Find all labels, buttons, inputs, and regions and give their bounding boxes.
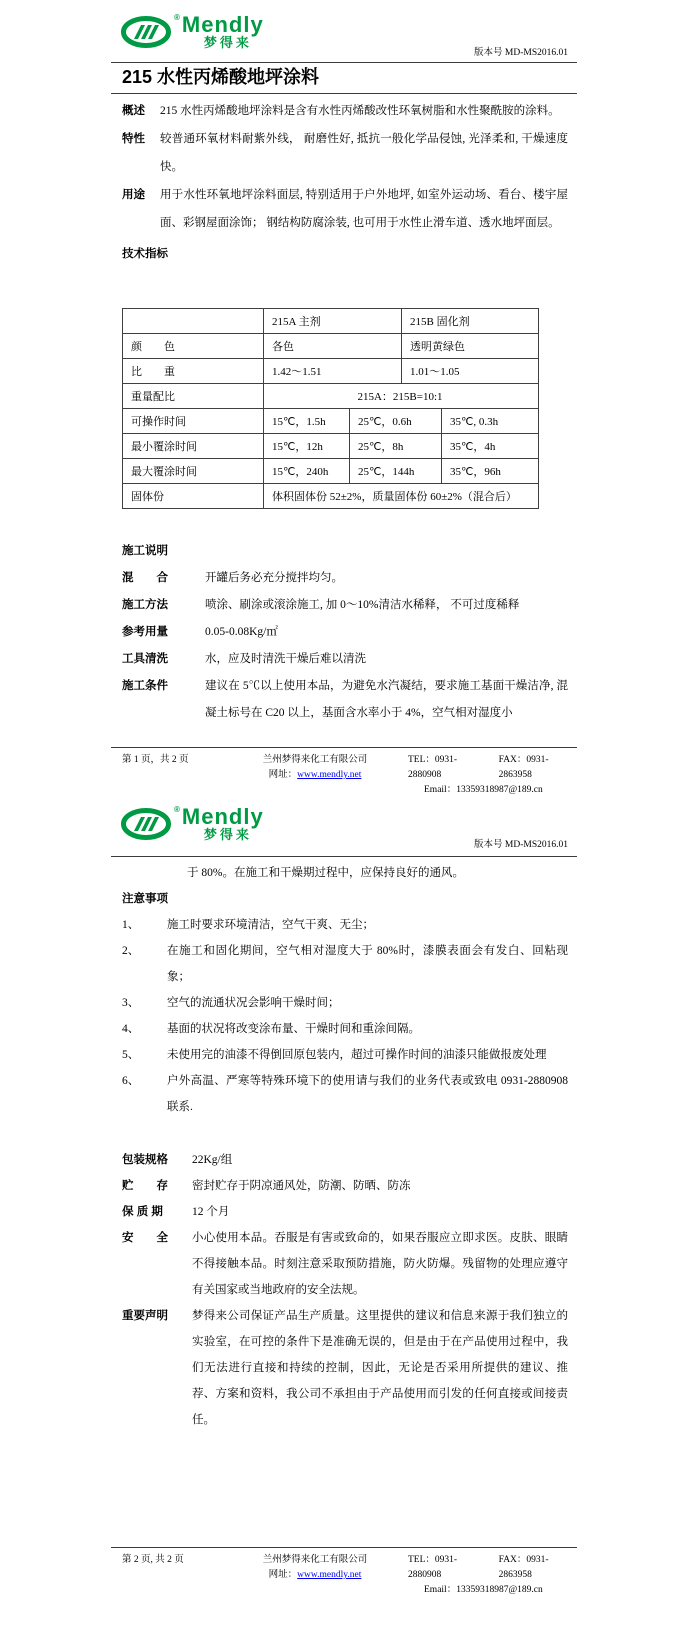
table-cell: 1.42～1.51 — [264, 359, 402, 384]
table-cell: 15℃，240h — [264, 459, 350, 484]
table-cell: 215A：215B=10:1 — [264, 384, 539, 409]
mixing-row — [122, 565, 568, 592]
version-label: 版本号 MD-MS2016.01 — [474, 840, 568, 850]
table-cell: 最小覆涂时间 — [123, 434, 264, 459]
storage-row — [122, 1173, 568, 1199]
cleaning-label: 工具清洗 — [122, 653, 168, 665]
company-block — [230, 1553, 400, 1598]
table-cell: 最大覆涂时间 — [123, 459, 264, 484]
brand-name-cn: 梦得来 — [203, 827, 252, 842]
table-cell: 固体份 — [123, 484, 264, 509]
method-label: 施工方法 — [122, 599, 168, 611]
company-logo — [121, 806, 264, 842]
mixing-label: 混 合 — [122, 572, 168, 584]
overview-text: 215 水性丙烯酸地坪涂料是含有水性丙烯酸改性环氧树脂和水性聚酰胺的涂料。 — [160, 105, 560, 117]
item-number: 5、 — [122, 1049, 140, 1061]
mixing-text: 开罐后务必充分搅拌均匀。 — [205, 572, 343, 584]
table-cell: 25℃，144h — [350, 459, 442, 484]
item-text: 空气的流通状况会影响干燥时间； — [167, 997, 340, 1009]
company-name: 兰州梦得来化工有限公司 — [262, 1555, 368, 1565]
table-row — [123, 484, 539, 509]
brand-wordmark — [182, 806, 264, 842]
storage-safety-section — [122, 1147, 568, 1433]
email-label: Email：13359318987@189.cn — [424, 785, 543, 795]
product-title: 215 水性丙烯酸地坪涂料 — [122, 67, 320, 87]
contact-block — [400, 1553, 572, 1598]
brand-wordmark — [182, 14, 264, 50]
safety-row — [122, 1225, 568, 1303]
page-number: 第 2 页, 共 2 页 — [122, 1555, 184, 1565]
item-text: 基面的状况将改变涂布量、干燥时间和重涂间隔。 — [167, 1023, 420, 1035]
item-number: 2、 — [122, 945, 140, 957]
table-cell: 35℃，4h — [442, 434, 539, 459]
features-text: 较普通环氧材料耐紫外线， 耐磨性好, 抵抗一般化学品侵蚀, 光泽柔和, 干燥速度快。 — [160, 133, 568, 173]
cleaning-row — [122, 646, 568, 673]
page-footer — [122, 1553, 572, 1598]
item-text: 户外高温、严寒等特殊环境下的使用请与我们的业务代表或致电 0931-2880908 联系. — [167, 1075, 568, 1113]
shelf-life-text: 12 个月 — [192, 1206, 230, 1218]
list-item — [122, 1042, 568, 1068]
table-row — [123, 409, 539, 434]
page-2 — [0, 800, 687, 1638]
usage-text: 用于水性环氧地坪涂料面层, 特别适用于户外地坪, 如室外运动场、看台、楼宇屋面、彩钢屋面涂饰； 钢结构防腐涂装, 也可用于水性止滑车道、透水地坪面层。 — [160, 189, 568, 229]
method-text: 喷涂、刷涂或滚涂施工, 加 0～10%清洁水稀释， 不可过度稀释 — [205, 599, 520, 611]
footer-divider — [111, 1547, 577, 1548]
item-text: 在施工和固化期间，空气相对湿度大于 80%时，漆膜表面会有发白、回粘现象； — [167, 945, 568, 983]
list-item — [122, 1016, 568, 1042]
table-row — [123, 359, 539, 384]
item-number: 6、 — [122, 1075, 140, 1087]
item-text: 未使用完的油漆不得倒回原包装内，超过可操作时间的油漆只能做报废处理 — [167, 1049, 547, 1061]
overview-label: 概述 — [122, 105, 145, 117]
website-link[interactable]: www.mendly.net — [297, 1570, 362, 1580]
table-cell: 重量配比 — [123, 384, 264, 409]
shelf-life-label: 保 质 期 — [122, 1206, 163, 1218]
dosage-row — [122, 619, 568, 646]
item-number: 3、 — [122, 997, 140, 1009]
disclaimer-text: 梦得来公司保证产品生产质量。这里提供的建议和信息来源于我们独立的实验室，在可控的条件下是准确无误的，但是由于在产品使用过程中，我们无法进行直接和持续的控制，因此，无论是否采用所提供的建议、推荐、方案和资料，我公司不承担由于产品使用而引发的任何直接或间接责任。 — [192, 1310, 568, 1426]
table-cell: 25℃，8h — [350, 434, 442, 459]
features-label: 特性 — [122, 133, 145, 145]
contact-block — [400, 753, 572, 798]
table-cell: 215A 主剂 — [264, 309, 402, 334]
dosage-text: 0.05-0.08Kg/㎡ — [205, 626, 278, 638]
registered-trademark: ® — [174, 805, 180, 814]
table-cell: 15℃，12h — [264, 434, 350, 459]
intro-sections — [122, 97, 568, 268]
conditions-label: 施工条件 — [122, 680, 168, 692]
footer-divider — [111, 747, 577, 748]
list-item — [122, 990, 568, 1016]
overview-row — [122, 97, 568, 125]
tel-label: TEL：0931-2880908 — [408, 1555, 458, 1580]
list-item — [122, 1068, 568, 1120]
safety-label: 安 全 — [122, 1232, 168, 1244]
website-link[interactable]: www.mendly.net — [297, 770, 362, 780]
list-item — [122, 912, 568, 938]
precautions-section — [122, 886, 568, 1120]
page-number: 第 1 页，共 2 页 — [122, 755, 189, 765]
brand-name: Mendly — [181, 804, 264, 829]
dosage-label: 参考用量 — [122, 626, 168, 638]
table-cell: 35℃, 0.3h — [442, 409, 539, 434]
list-item — [122, 938, 568, 990]
title-divider — [111, 93, 577, 94]
safety-text: 小心使用本品。吞服是有害或致命的，如果吞服应立即求医。皮肤、眼睛不得接触本品。时刻注意采取预防措施，防火防爆。残留物的处理应遵守有关国家或当地政府的安全法规。 — [192, 1232, 568, 1296]
item-number: 4、 — [122, 1023, 140, 1035]
table-cell: 体积固体份 52±2%，质量固体份 60±2%（混合后） — [264, 484, 539, 509]
header-divider — [111, 856, 577, 857]
mendly-logo-icon — [121, 806, 173, 842]
features-row — [122, 125, 568, 181]
construction-heading: 施工说明 — [122, 545, 168, 557]
table-cell — [123, 309, 264, 334]
precautions-heading: 注意事项 — [122, 893, 168, 905]
table-row — [123, 334, 539, 359]
table-cell: 1.01～1.05 — [402, 359, 539, 384]
usage-row — [122, 181, 568, 237]
brand-name: Mendly — [181, 12, 264, 37]
packaging-text: 22Kg/组 — [192, 1154, 233, 1166]
website-label: 网址： — [268, 1570, 298, 1580]
table-cell: 可操作时间 — [123, 409, 264, 434]
table-cell: 15℃，1.5h — [264, 409, 350, 434]
fax-label: FAX：0931-2863958 — [498, 1555, 549, 1580]
table-cell: 颜 色 — [123, 334, 264, 359]
construction-section — [122, 538, 568, 727]
packaging-label: 包装规格 — [122, 1154, 168, 1166]
registered-trademark: ® — [174, 13, 180, 22]
technical-table — [122, 308, 539, 509]
company-logo — [121, 14, 264, 50]
shelf-life-row — [122, 1199, 568, 1225]
table-cell: 25℃，0.6h — [350, 409, 442, 434]
table-row — [123, 459, 539, 484]
email-label: Email：13359318987@189.cn — [424, 1585, 543, 1595]
continuation-text: 于 80%。在施工和干燥期过程中，应保持良好的通风。 — [187, 867, 464, 879]
company-name: 兰州梦得来化工有限公司 — [262, 755, 368, 765]
fax-label: FAX：0931-2863958 — [498, 755, 549, 780]
table-cell: 比 重 — [123, 359, 264, 384]
conditions-text: 建议在 5℃以上使用本品，为避免水汽凝结，要求施工基面干燥洁净, 混凝土标号在 C20 以上，基面含水率小于 4%，空气相对湿度小 — [205, 680, 568, 719]
cleaning-text: 水，应及时清洗干燥后难以清洗 — [205, 653, 366, 665]
packaging-row — [122, 1147, 568, 1173]
usage-label: 用途 — [122, 189, 145, 201]
storage-text: 密封贮存于阴凉通风处，防潮、防晒、防冻 — [192, 1180, 411, 1192]
disclaimer-row — [122, 1303, 568, 1433]
page-footer — [122, 753, 572, 798]
method-row — [122, 592, 568, 619]
tech-indicators-heading: 技术指标 — [122, 248, 168, 260]
disclaimer-label: 重要声明 — [122, 1310, 168, 1322]
conditions-row — [122, 673, 568, 727]
table-cell: 35℃，96h — [442, 459, 539, 484]
version-label: 版本号 MD-MS2016.01 — [474, 48, 568, 58]
tel-label: TEL：0931-2880908 — [408, 755, 458, 780]
item-text: 施工时要求环境清洁，空气干爽、无尘； — [167, 919, 374, 931]
brand-name-cn: 梦得来 — [203, 35, 252, 50]
table-row — [123, 309, 539, 334]
table-row — [123, 434, 539, 459]
table-row — [123, 384, 539, 409]
table-cell: 215B 固化剂 — [402, 309, 539, 334]
website-label: 网址： — [268, 770, 298, 780]
table-cell: 透明黄绿色 — [402, 334, 539, 359]
company-block — [230, 753, 400, 798]
page-1 — [0, 0, 687, 800]
item-number: 1、 — [122, 919, 140, 931]
storage-label: 贮 存 — [122, 1180, 168, 1192]
mendly-logo-icon — [121, 14, 173, 50]
table-cell: 各色 — [264, 334, 402, 359]
